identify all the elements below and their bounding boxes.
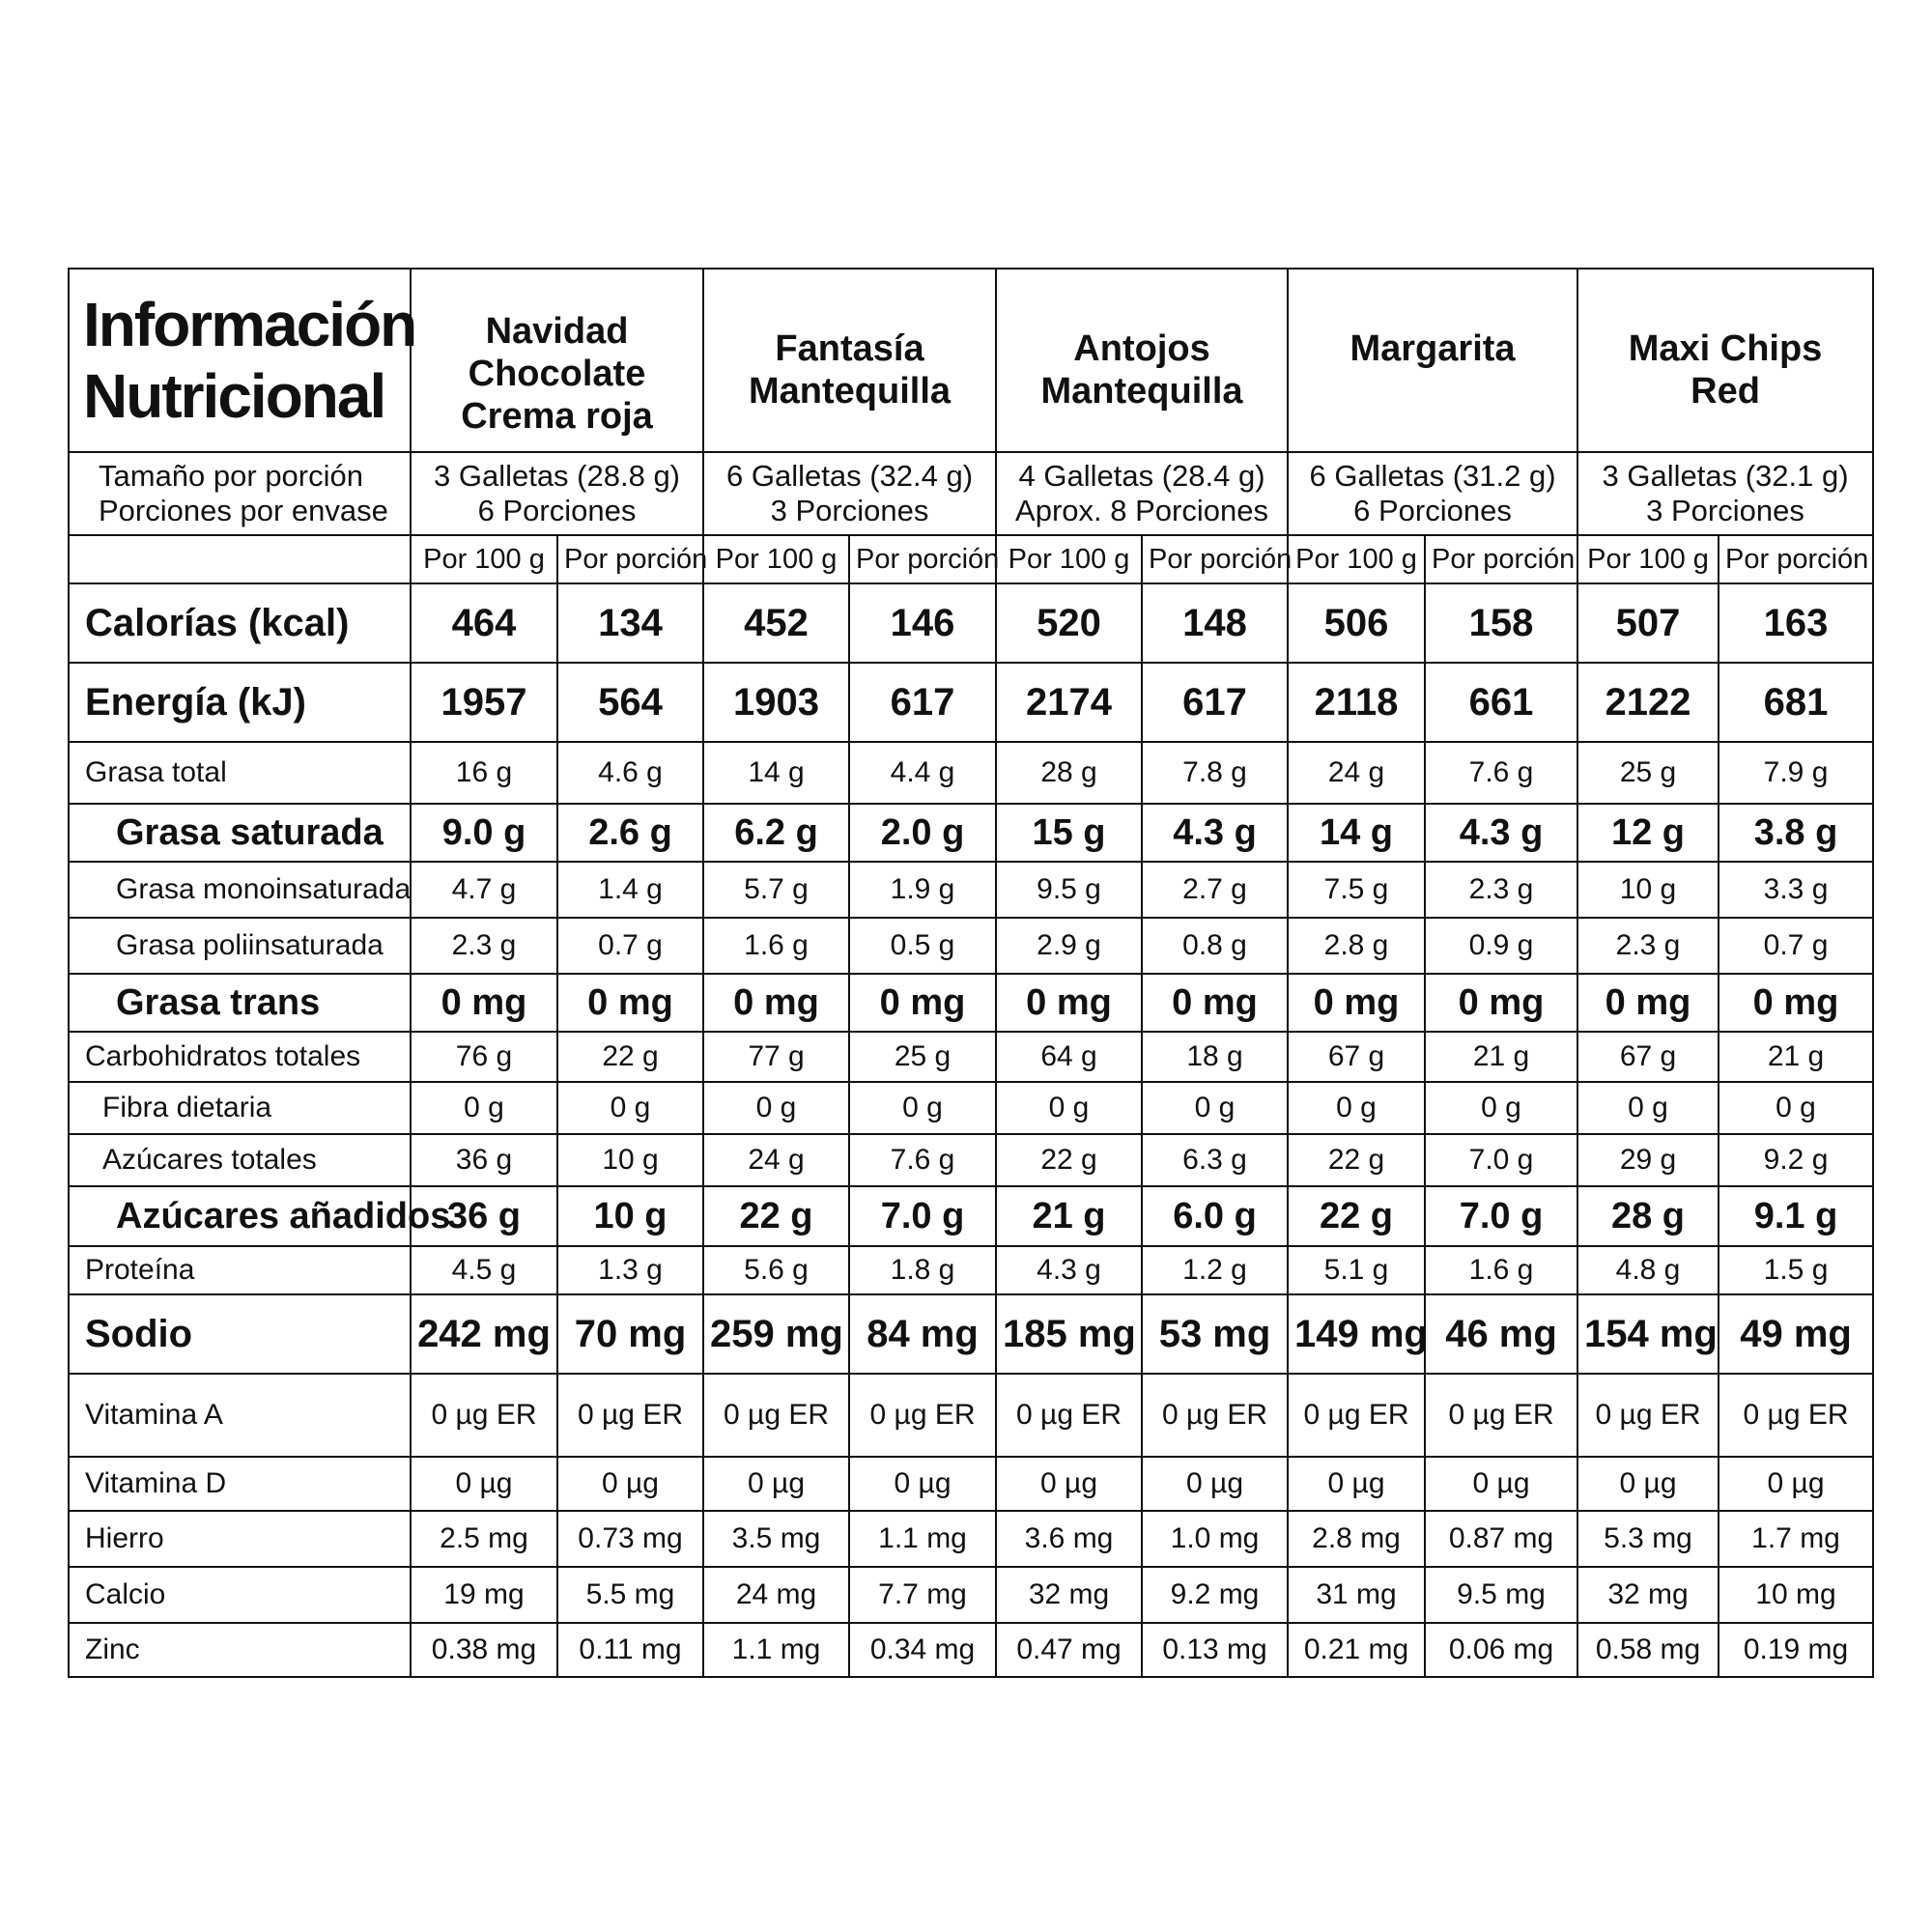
- nutrient-value: 2174: [996, 663, 1142, 742]
- nutrient-value: 1.2 g: [1142, 1246, 1288, 1294]
- nutrient-value: 7.0 g: [1425, 1134, 1577, 1186]
- nutrient-value: 0.06 mg: [1425, 1623, 1577, 1677]
- nutrient-value: 28 g: [996, 742, 1142, 804]
- nutrient-value: 5.7 g: [703, 862, 849, 918]
- nutrient-row: [69, 804, 1873, 862]
- nutrient-value: 0 µg: [411, 1457, 557, 1511]
- nutrient-value: 0 g: [1142, 1082, 1288, 1134]
- nutrient-value: 7.7 mg: [849, 1567, 996, 1623]
- nutrient-value: 7.6 g: [849, 1134, 996, 1186]
- col-perserving-1: Por porción: [849, 535, 996, 583]
- nutrient-value: 0 mg: [557, 974, 703, 1032]
- nutrient-label: Calorías (kcal): [69, 583, 411, 663]
- nutrition-facts-panel: [68, 268, 1872, 1678]
- nutrient-label: Azúcares totales: [69, 1134, 411, 1186]
- product-name-line: Mantequilla: [1040, 371, 1243, 412]
- nutrient-value: 0.73 mg: [557, 1511, 703, 1567]
- nutrient-value: 70 mg: [557, 1294, 703, 1374]
- nutrient-value: 1.5 g: [1719, 1246, 1873, 1294]
- panel-title-line-2: Nutricional: [83, 361, 385, 431]
- nutrient-value: 76 g: [411, 1032, 557, 1082]
- nutrient-value: 22 g: [1288, 1186, 1425, 1246]
- product-name-line: Fantasía: [775, 328, 924, 369]
- nutrient-value: 10 g: [557, 1134, 703, 1186]
- nutrient-value: 0.58 mg: [1577, 1623, 1719, 1677]
- servings-per-container: 3 Porciones: [1646, 494, 1804, 527]
- nutrient-row: [69, 1134, 1873, 1186]
- nutrient-value: 10 mg: [1719, 1567, 1873, 1623]
- nutrient-label: Azúcares añadidos: [69, 1186, 411, 1246]
- nutrient-value: 2.6 g: [557, 804, 703, 862]
- nutrient-value: 0 mg: [1577, 974, 1719, 1032]
- nutrient-row: [69, 862, 1873, 918]
- nutrient-value: 4.4 g: [849, 742, 996, 804]
- nutrient-value: 2.0 g: [849, 804, 996, 862]
- nutrient-value: 0 mg: [411, 974, 557, 1032]
- nutrient-value: 0 µg ER: [1577, 1374, 1719, 1457]
- nutrient-value: 242 mg: [411, 1294, 557, 1374]
- nutrient-value: 564: [557, 663, 703, 742]
- nutrient-value: 0.9 g: [1425, 918, 1577, 974]
- serving-labels: [69, 452, 411, 535]
- nutrient-label: Vitamina A: [69, 1374, 411, 1457]
- nutrient-value: 46 mg: [1425, 1294, 1577, 1374]
- col-perserving-0: Por porción: [557, 535, 703, 583]
- col-per100-0: Por 100 g: [411, 535, 557, 583]
- nutrient-value: 7.5 g: [1288, 862, 1425, 918]
- servings-per-container-label: Porciones por envase: [99, 494, 388, 527]
- servings-per-container: 6 Porciones: [477, 494, 637, 527]
- nutrient-value: 0.34 mg: [849, 1623, 996, 1677]
- nutrient-value: 0 g: [1719, 1082, 1873, 1134]
- nutrient-value: 21 g: [1719, 1032, 1873, 1082]
- nutrient-value: 3.8 g: [1719, 804, 1873, 862]
- nutrition-table: [68, 268, 1874, 1678]
- nutrient-value: 0.5 g: [849, 918, 996, 974]
- nutrient-value: 4.3 g: [1142, 804, 1288, 862]
- nutrient-value: 21 g: [1425, 1032, 1577, 1082]
- nutrient-value: 4.3 g: [1425, 804, 1577, 862]
- nutrient-value: 4.3 g: [996, 1246, 1142, 1294]
- nutrient-value: 0 g: [703, 1082, 849, 1134]
- nutrient-value: 259 mg: [703, 1294, 849, 1374]
- product-name-4: [1577, 269, 1873, 452]
- nutrient-value: 1.6 g: [703, 918, 849, 974]
- nutrient-value: 29 g: [1577, 1134, 1719, 1186]
- nutrient-value: 7.9 g: [1719, 742, 1873, 804]
- nutrient-value: 617: [1142, 663, 1288, 742]
- nutrient-value: 148: [1142, 583, 1288, 663]
- nutrient-value: 6.2 g: [703, 804, 849, 862]
- nutrient-value: 0.19 mg: [1719, 1623, 1873, 1677]
- nutrient-value: 0 g: [1425, 1082, 1577, 1134]
- nutrient-row: [69, 974, 1873, 1032]
- product-name-line: Red: [1690, 371, 1760, 412]
- nutrient-value: 25 g: [849, 1032, 996, 1082]
- nutrient-value: 0.7 g: [1719, 918, 1873, 974]
- nutrient-row: [69, 1082, 1873, 1134]
- nutrient-label: Sodio: [69, 1294, 411, 1374]
- nutrient-value: 661: [1425, 663, 1577, 742]
- nutrient-value: 0 µg ER: [1142, 1374, 1288, 1457]
- nutrient-value: 28 g: [1577, 1186, 1719, 1246]
- nutrient-value: 1.7 mg: [1719, 1511, 1873, 1567]
- nutrient-value: 7.0 g: [849, 1186, 996, 1246]
- nutrient-label: Vitamina D: [69, 1457, 411, 1511]
- nutrient-value: 32 mg: [1577, 1567, 1719, 1623]
- nutrient-value: 4.5 g: [411, 1246, 557, 1294]
- product-name-line: Margarita: [1350, 328, 1516, 369]
- nutrient-value: 0 g: [996, 1082, 1142, 1134]
- serving-info-2: [996, 452, 1288, 535]
- nutrient-value: 0 mg: [1425, 974, 1577, 1032]
- nutrient-value: 0 g: [849, 1082, 996, 1134]
- nutrient-row: [69, 918, 1873, 974]
- nutrient-row: [69, 1567, 1873, 1623]
- nutrient-value: 24 mg: [703, 1567, 849, 1623]
- nutrient-label: Carbohidratos totales: [69, 1032, 411, 1082]
- nutrient-value: 0.7 g: [557, 918, 703, 974]
- nutrient-value: 7.0 g: [1425, 1186, 1577, 1246]
- serving-info-4: [1577, 452, 1873, 535]
- nutrient-value: 2.8 mg: [1288, 1511, 1425, 1567]
- nutrient-value: 0 mg: [849, 974, 996, 1032]
- nutrient-value: 0.87 mg: [1425, 1511, 1577, 1567]
- nutrient-value: 146: [849, 583, 996, 663]
- nutrient-value: 3.6 mg: [996, 1511, 1142, 1567]
- nutrient-value: 0 µg: [1425, 1457, 1577, 1511]
- nutrient-value: 617: [849, 663, 996, 742]
- nutrient-value: 67 g: [1288, 1032, 1425, 1082]
- nutrient-value: 19 mg: [411, 1567, 557, 1623]
- nutrient-row: [69, 663, 1873, 742]
- nutrient-value: 0 mg: [1142, 974, 1288, 1032]
- nutrient-value: 0.21 mg: [1288, 1623, 1425, 1677]
- nutrient-value: 22 g: [703, 1186, 849, 1246]
- nutrient-row: [69, 583, 1873, 663]
- nutrient-value: 2.8 g: [1288, 918, 1425, 974]
- nutrient-value: 0.47 mg: [996, 1623, 1142, 1677]
- nutrient-label: Calcio: [69, 1567, 411, 1623]
- nutrient-value: 1.3 g: [557, 1246, 703, 1294]
- nutrient-value: 7.8 g: [1142, 742, 1288, 804]
- nutrient-value: 0.8 g: [1142, 918, 1288, 974]
- nutrient-value: 2.5 mg: [411, 1511, 557, 1567]
- nutrient-value: 3.3 g: [1719, 862, 1873, 918]
- nutrient-value: 2.3 g: [411, 918, 557, 974]
- nutrient-value: 163: [1719, 583, 1873, 663]
- nutrient-value: 24 g: [703, 1134, 849, 1186]
- nutrient-value: 0 µg: [1719, 1457, 1873, 1511]
- nutrient-value: 21 g: [996, 1186, 1142, 1246]
- nutrient-value: 1.1 mg: [703, 1623, 849, 1677]
- product-name-line: Navidad: [485, 311, 629, 352]
- nutrient-value: 12 g: [1577, 804, 1719, 862]
- serving-row: [69, 452, 1873, 535]
- nutrient-row: [69, 1246, 1873, 1294]
- serving-size: 3 Galletas (32.1 g): [1602, 459, 1849, 493]
- nutrient-value: 22 g: [996, 1134, 1142, 1186]
- nutrient-row: [69, 1623, 1873, 1677]
- nutrient-value: 520: [996, 583, 1142, 663]
- col-per100-1: Por 100 g: [703, 535, 849, 583]
- nutrient-row: [69, 1294, 1873, 1374]
- servings-per-container: 6 Porciones: [1353, 494, 1512, 527]
- nutrient-value: 24 g: [1288, 742, 1425, 804]
- nutrient-label: Grasa total: [69, 742, 411, 804]
- nutrient-value: 0 µg: [996, 1457, 1142, 1511]
- nutrient-value: 10 g: [1577, 862, 1719, 918]
- nutrient-value: 0 µg: [557, 1457, 703, 1511]
- panel-title: [69, 269, 416, 452]
- nutrient-row: [69, 1186, 1873, 1246]
- nutrient-value: 1.0 mg: [1142, 1511, 1288, 1567]
- nutrient-value: 32 mg: [996, 1567, 1142, 1623]
- col-per100-4: Por 100 g: [1577, 535, 1719, 583]
- nutrient-value: 64 g: [996, 1032, 1142, 1082]
- nutrient-label: Zinc: [69, 1623, 411, 1677]
- nutrient-value: 1.4 g: [557, 862, 703, 918]
- nutrient-value: 464: [411, 583, 557, 663]
- col-per100-3: Por 100 g: [1288, 535, 1425, 583]
- servings-per-container: Aprox. 8 Porciones: [1015, 494, 1268, 527]
- nutrient-value: 9.5 mg: [1425, 1567, 1577, 1623]
- nutrient-value: 4.8 g: [1577, 1246, 1719, 1294]
- nutrient-value: 5.3 mg: [1577, 1511, 1719, 1567]
- serving-size: 4 Galletas (28.4 g): [1018, 459, 1265, 493]
- nutrient-value: 2.9 g: [996, 918, 1142, 974]
- nutrient-value: 0.11 mg: [557, 1623, 703, 1677]
- nutrient-value: 1.1 mg: [849, 1511, 996, 1567]
- nutrient-value: 158: [1425, 583, 1577, 663]
- serving-size: 6 Galletas (32.4 g): [726, 459, 974, 493]
- nutrient-value: 2122: [1577, 663, 1719, 742]
- nutrient-value: 0 g: [557, 1082, 703, 1134]
- nutrient-value: 36 g: [411, 1186, 557, 1246]
- servings-per-container: 3 Porciones: [770, 494, 929, 527]
- nutrient-value: 0 µg ER: [411, 1374, 557, 1457]
- nutrient-value: 9.2 mg: [1142, 1567, 1288, 1623]
- col-perserving-4: Por porción: [1719, 535, 1873, 583]
- nutrient-value: 154 mg: [1577, 1294, 1719, 1374]
- nutrient-value: 134: [557, 583, 703, 663]
- nutrient-row: [69, 1374, 1873, 1457]
- nutrient-value: 1.8 g: [849, 1246, 996, 1294]
- nutrient-label: Grasa trans: [69, 974, 411, 1032]
- nutrient-value: 0 g: [1577, 1082, 1719, 1134]
- nutrient-value: 0 µg ER: [849, 1374, 996, 1457]
- nutrient-value: 6.0 g: [1142, 1186, 1288, 1246]
- nutrient-label: Fibra dietaria: [69, 1082, 411, 1134]
- col-per100-2: Por 100 g: [996, 535, 1142, 583]
- nutrient-value: 185 mg: [996, 1294, 1142, 1374]
- nutrient-value: 1957: [411, 663, 557, 742]
- nutrient-value: 9.2 g: [1719, 1134, 1873, 1186]
- product-name-0: [411, 269, 703, 452]
- nutrient-value: 0 µg ER: [1288, 1374, 1425, 1457]
- nutrient-label: Proteína: [69, 1246, 411, 1294]
- product-name-line: Crema roja: [461, 396, 653, 437]
- nutrient-row: [69, 1032, 1873, 1082]
- product-name-line: Maxi Chips: [1628, 328, 1823, 369]
- nutrient-value: 77 g: [703, 1032, 849, 1082]
- nutrient-value: 1903: [703, 663, 849, 742]
- nutrient-value: 0 µg ER: [557, 1374, 703, 1457]
- nutrient-value: 0.38 mg: [411, 1623, 557, 1677]
- empty-header-cell: [69, 535, 411, 583]
- serving-size: 6 Galletas (31.2 g): [1309, 459, 1556, 493]
- nutrient-value: 2.7 g: [1142, 862, 1288, 918]
- nutrient-value: 0 µg ER: [1719, 1374, 1873, 1457]
- column-header-row: [69, 535, 1873, 583]
- nutrient-value: 0 µg ER: [996, 1374, 1142, 1457]
- nutrient-value: 6.3 g: [1142, 1134, 1288, 1186]
- nutrient-value: 0 µg: [1577, 1457, 1719, 1511]
- nutrient-value: 0 µg: [849, 1457, 996, 1511]
- nutrient-value: 49 mg: [1719, 1294, 1873, 1374]
- nutrient-value: 149 mg: [1288, 1294, 1425, 1374]
- nutrient-value: 4.6 g: [557, 742, 703, 804]
- nutrient-value: 4.7 g: [411, 862, 557, 918]
- nutrient-value: 5.6 g: [703, 1246, 849, 1294]
- nutrient-row: [69, 1457, 1873, 1511]
- col-perserving-2: Por porción: [1142, 535, 1288, 583]
- product-name-line: Chocolate: [468, 354, 646, 394]
- nutrient-value: 0.13 mg: [1142, 1623, 1288, 1677]
- nutrient-value: 0 mg: [1719, 974, 1873, 1032]
- nutrient-value: 2.3 g: [1425, 862, 1577, 918]
- nutrient-value: 31 mg: [1288, 1567, 1425, 1623]
- product-name-2: [996, 269, 1288, 452]
- nutrient-label: Grasa saturada: [69, 804, 411, 862]
- serving-info-3: [1288, 452, 1577, 535]
- nutrient-value: 3.5 mg: [703, 1511, 849, 1567]
- nutrient-value: 507: [1577, 583, 1719, 663]
- serving-size: 3 Galletas (28.8 g): [433, 459, 681, 493]
- nutrient-value: 452: [703, 583, 849, 663]
- nutrient-value: 0 µg: [1288, 1457, 1425, 1511]
- nutrient-value: 9.5 g: [996, 862, 1142, 918]
- nutrient-row: [69, 1511, 1873, 1567]
- serving-info-1: [703, 452, 996, 535]
- nutrient-value: 10 g: [557, 1186, 703, 1246]
- nutrient-label: Energía (kJ): [69, 663, 411, 742]
- nutrient-value: 681: [1719, 663, 1873, 742]
- nutrient-value: 0 g: [411, 1082, 557, 1134]
- nutrient-value: 0 mg: [996, 974, 1142, 1032]
- nutrient-value: 0 g: [1288, 1082, 1425, 1134]
- nutrient-label: Hierro: [69, 1511, 411, 1567]
- panel-title-line-1: Información: [83, 290, 416, 359]
- nutrient-value: 0 µg ER: [703, 1374, 849, 1457]
- nutrient-value: 36 g: [411, 1134, 557, 1186]
- nutrient-value: 0 µg: [703, 1457, 849, 1511]
- nutrient-row: [69, 742, 1873, 804]
- nutrient-value: 506: [1288, 583, 1425, 663]
- nutrient-value: 25 g: [1577, 742, 1719, 804]
- nutrient-value: 16 g: [411, 742, 557, 804]
- nutrient-value: 2.3 g: [1577, 918, 1719, 974]
- product-name-1: [703, 269, 996, 452]
- nutrient-value: 15 g: [996, 804, 1142, 862]
- nutrient-value: 0 µg ER: [1425, 1374, 1577, 1457]
- product-name-line: Mantequilla: [749, 371, 952, 412]
- nutrient-value: 22 g: [557, 1032, 703, 1082]
- nutrient-value: 1.9 g: [849, 862, 996, 918]
- nutrient-value: 22 g: [1288, 1134, 1425, 1186]
- nutrient-value: 0 mg: [703, 974, 849, 1032]
- nutrient-value: 14 g: [1288, 804, 1425, 862]
- header-row: [69, 269, 1873, 452]
- product-name-line: Antojos: [1073, 328, 1210, 369]
- serving-info-0: [411, 452, 703, 535]
- nutrient-value: 7.6 g: [1425, 742, 1577, 804]
- nutrient-value: 9.0 g: [411, 804, 557, 862]
- nutrient-value: 2118: [1288, 663, 1425, 742]
- product-name-3: [1288, 269, 1577, 452]
- nutrient-value: 0 µg: [1142, 1457, 1288, 1511]
- nutrient-value: 67 g: [1577, 1032, 1719, 1082]
- serving-size-label: Tamaño por porción: [99, 459, 363, 493]
- nutrient-value: 0 mg: [1288, 974, 1425, 1032]
- nutrient-value: 84 mg: [849, 1294, 996, 1374]
- nutrient-label: Grasa poliinsaturada: [69, 918, 411, 974]
- nutrient-value: 5.1 g: [1288, 1246, 1425, 1294]
- nutrient-value: 1.6 g: [1425, 1246, 1577, 1294]
- nutrient-value: 9.1 g: [1719, 1186, 1873, 1246]
- nutrient-value: 18 g: [1142, 1032, 1288, 1082]
- nutrient-value: 5.5 mg: [557, 1567, 703, 1623]
- nutrient-label: Grasa monoinsaturada: [69, 862, 411, 918]
- col-perserving-3: Por porción: [1425, 535, 1577, 583]
- nutrient-value: 14 g: [703, 742, 849, 804]
- nutrient-value: 53 mg: [1142, 1294, 1288, 1374]
